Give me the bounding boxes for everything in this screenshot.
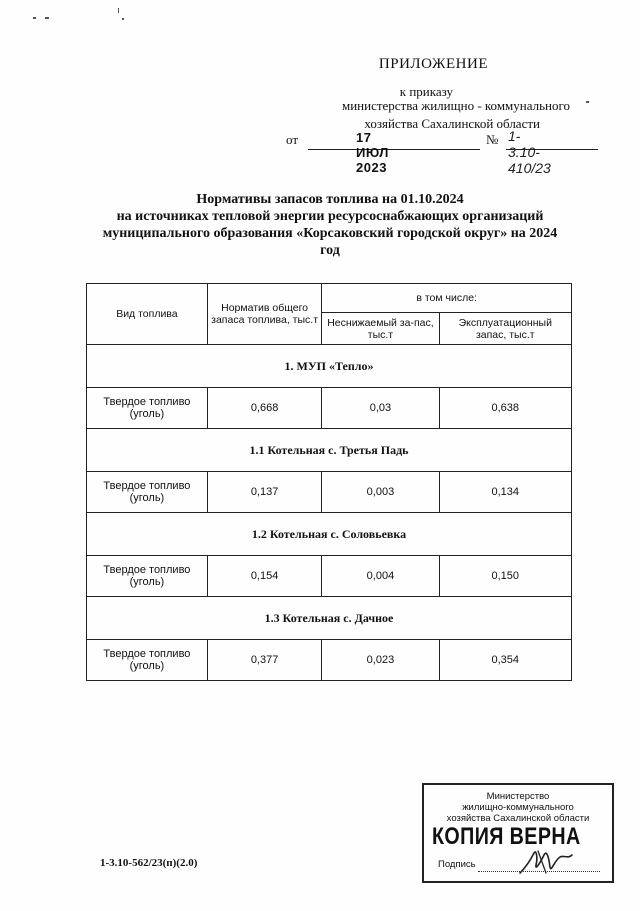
section-row [87,345,572,388]
header-fuel-type: Вид топлива [87,284,208,345]
order-date-stamp: 17 ИЮЛ 2023 [356,130,389,175]
cell-operational: 0,150 [439,556,571,597]
ministry-region-line: хозяйства Сахалинской области [364,116,540,131]
cell-operational: 0,134 [439,472,571,513]
table-row [87,388,572,429]
appendix-title: ПРИЛОЖЕНИЕ [378,56,488,72]
cell-total: 0,668 [207,388,322,429]
cell-irreducible: 0,023 [322,640,439,681]
stamp-line: жилищно-коммунального [462,802,574,813]
title-line: Нормативы запасов топлива на 01.10.2024 [196,192,464,207]
cell-fuel-type: Твердое топливо (уголь) [87,640,208,681]
cell-fuel-type: Твердое топливо (уголь) [87,556,208,597]
title-line: год [320,243,340,258]
scan-speck [586,101,589,103]
table-row [87,640,572,681]
title-line: муниципального образования «Корсаковский городской округ» на 2024 [102,226,558,241]
table-row [87,472,572,513]
header-including: в том числе: [322,284,572,313]
scan-speck [33,17,36,19]
cell-fuel-type: Твердое топливо (уголь) [87,388,208,429]
document-code: 1-3.10-562/23(п)(2.0) [100,857,198,869]
signature-label: Подпись [438,859,476,870]
section-title: 1.2 Котельная с. Соловьевка [87,513,572,556]
number-prefix: № [486,132,499,147]
section-row [87,597,572,640]
title-line: на источниках тепловой энергии ресурсоснабжающих организаций [116,209,544,224]
stamp-organization [424,791,612,824]
date-prefix: от [286,132,299,147]
cell-total: 0,137 [207,472,322,513]
cell-irreducible: 0,003 [322,472,439,513]
date-field-line [308,132,480,150]
stamp-line: Министерство [486,791,550,802]
cell-operational: 0,638 [439,388,571,429]
scan-speck [122,18,124,20]
cell-irreducible: 0,004 [322,556,439,597]
fuel-norms-table [86,283,572,681]
order-number-handwritten: 1-3.10-410/23 [508,128,551,176]
stamp-line: хозяйства Сахалинской области [446,813,590,824]
order-reference-line: к приказу [399,84,453,99]
cell-operational: 0,354 [439,640,571,681]
section-title: 1.3 Котельная с. Дачное [87,597,572,640]
section-row [87,429,572,472]
cell-total: 0,377 [207,640,322,681]
table-row [87,556,572,597]
cell-total: 0,154 [207,556,322,597]
cell-irreducible: 0,03 [322,388,439,429]
header-total-norm: Норматив общего запаса топлива, тыс.т [207,284,322,345]
table-header-row [87,284,572,313]
section-row [87,513,572,556]
header-irreducible: Неснижаемый за-пас, тыс.т [322,313,439,345]
scan-speck [118,8,119,13]
certified-copy-stamp [422,783,614,883]
signature-scribble-icon [516,843,576,879]
scan-speck [45,17,49,19]
stamp-copy-verified: КОПИЯ ВЕРНА [432,823,581,850]
section-title: 1.1 Котельная с. Третья Падь [87,429,572,472]
header-operational: Эксплуатационный запас, тыс.т [439,313,571,345]
document-title [60,191,600,259]
ministry-name-line: министерства жилищно - коммунального [341,98,570,113]
cell-fuel-type: Твердое топливо (уголь) [87,472,208,513]
section-title: 1. МУП «Тепло» [87,345,572,388]
